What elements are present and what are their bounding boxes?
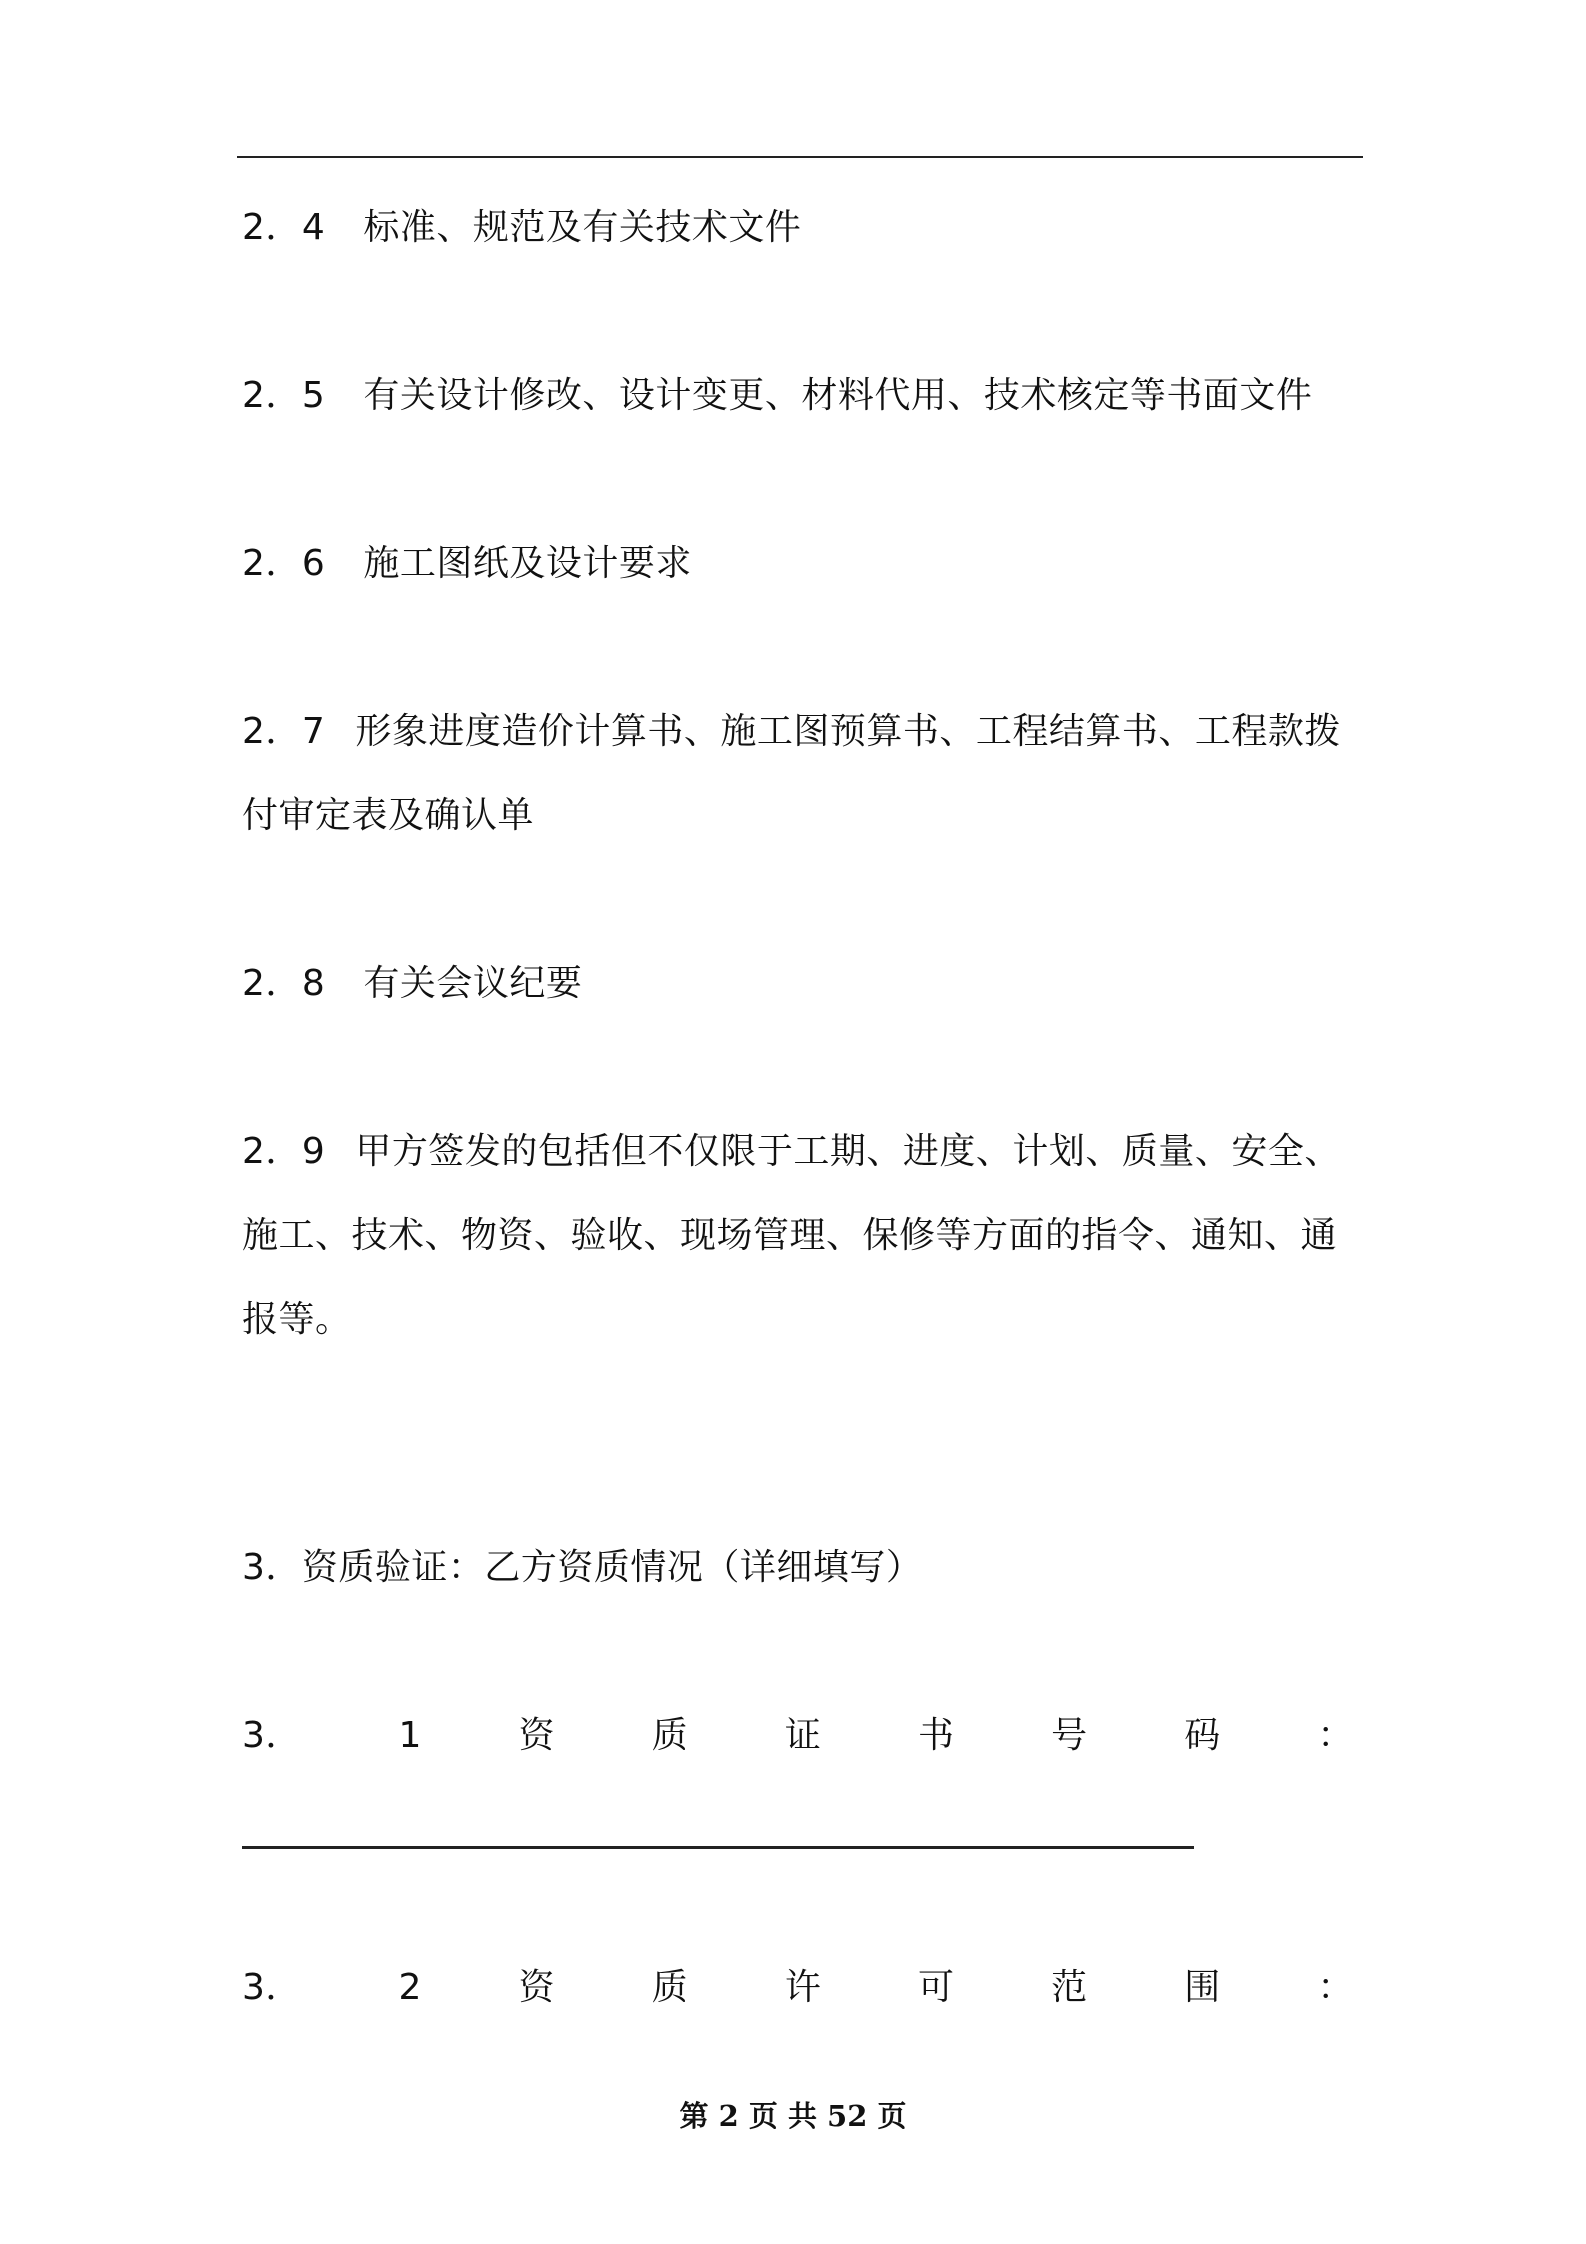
- section-heading: 3．资质验证：乙方资质情况（详细填写）: [242, 1547, 923, 1588]
- item-text: 有关设计修改、设计变更、材料代用、技术核定等书面文件: [363, 375, 1313, 416]
- scope-part: 资: [518, 1967, 556, 2008]
- item-number: 2．7: [242, 711, 326, 752]
- scope-part: 3．: [242, 1967, 302, 2008]
- list-item-continuation: [242, 1214, 1337, 1258]
- page-footer: 第 2 页 共 52 页: [679, 2099, 907, 2133]
- scope-part: 许: [784, 1967, 822, 2008]
- item-number: 2．6: [242, 543, 326, 584]
- item-text: 施工图纸及设计要求: [363, 543, 692, 584]
- item-text: 有关会议纪要: [363, 963, 583, 1004]
- cert-number-part: 码: [1184, 1715, 1221, 1756]
- item-number: 2．8: [242, 963, 326, 1004]
- scope-part: 可: [917, 1967, 955, 2008]
- header-rule: [237, 156, 1363, 158]
- list-item-continuation: [242, 794, 534, 838]
- list-item: [242, 374, 1312, 418]
- item-number: 2．9: [242, 1131, 326, 1172]
- cert-number-part: 3．: [242, 1715, 302, 1756]
- cert-number-part: 证: [784, 1715, 822, 1756]
- item-text: 标准、规范及有关技术文件: [363, 207, 802, 248]
- item-text: 甲方签发的包括但不仅限于工期、进度、计划、质量、安全、: [355, 1131, 1341, 1172]
- list-item-continuation: [242, 1298, 352, 1342]
- list-item: [242, 206, 801, 250]
- item-number: 2．4: [242, 207, 326, 248]
- cert-number-part: 资: [518, 1715, 556, 1756]
- item-number: 2．5: [242, 375, 326, 416]
- scope-part: ：: [1317, 1967, 1354, 2008]
- fill-in-blank-line: [242, 1846, 1194, 1849]
- item-text: 施工、技术、物资、验收、现场管理、保修等方面的指令、通知、通: [242, 1215, 1338, 1256]
- item-text: 付审定表及确认单: [242, 795, 535, 836]
- item-text: 形象进度造价计算书、施工图预算书、工程结算书、工程款拨: [355, 711, 1341, 752]
- scope-part: 质: [651, 1967, 689, 2008]
- cert-number-part: ：: [1317, 1715, 1354, 1756]
- scope-line: [242, 1966, 1354, 2010]
- scope-part: 2: [398, 1967, 422, 2008]
- scope-part: 围: [1184, 1967, 1221, 2008]
- list-item: [242, 962, 582, 1006]
- cert-number-part: 质: [651, 1715, 689, 1756]
- list-item: [242, 542, 692, 586]
- cert-number-line: [242, 1714, 1354, 1758]
- scope-part: 范: [1051, 1967, 1088, 2008]
- item-text: 报等。: [242, 1299, 352, 1340]
- cert-number-part: 书: [917, 1715, 955, 1756]
- list-item: [242, 1130, 1341, 1174]
- cert-number-part: 1: [398, 1715, 422, 1756]
- cert-number-part: 号: [1051, 1715, 1088, 1756]
- list-item: [242, 710, 1341, 754]
